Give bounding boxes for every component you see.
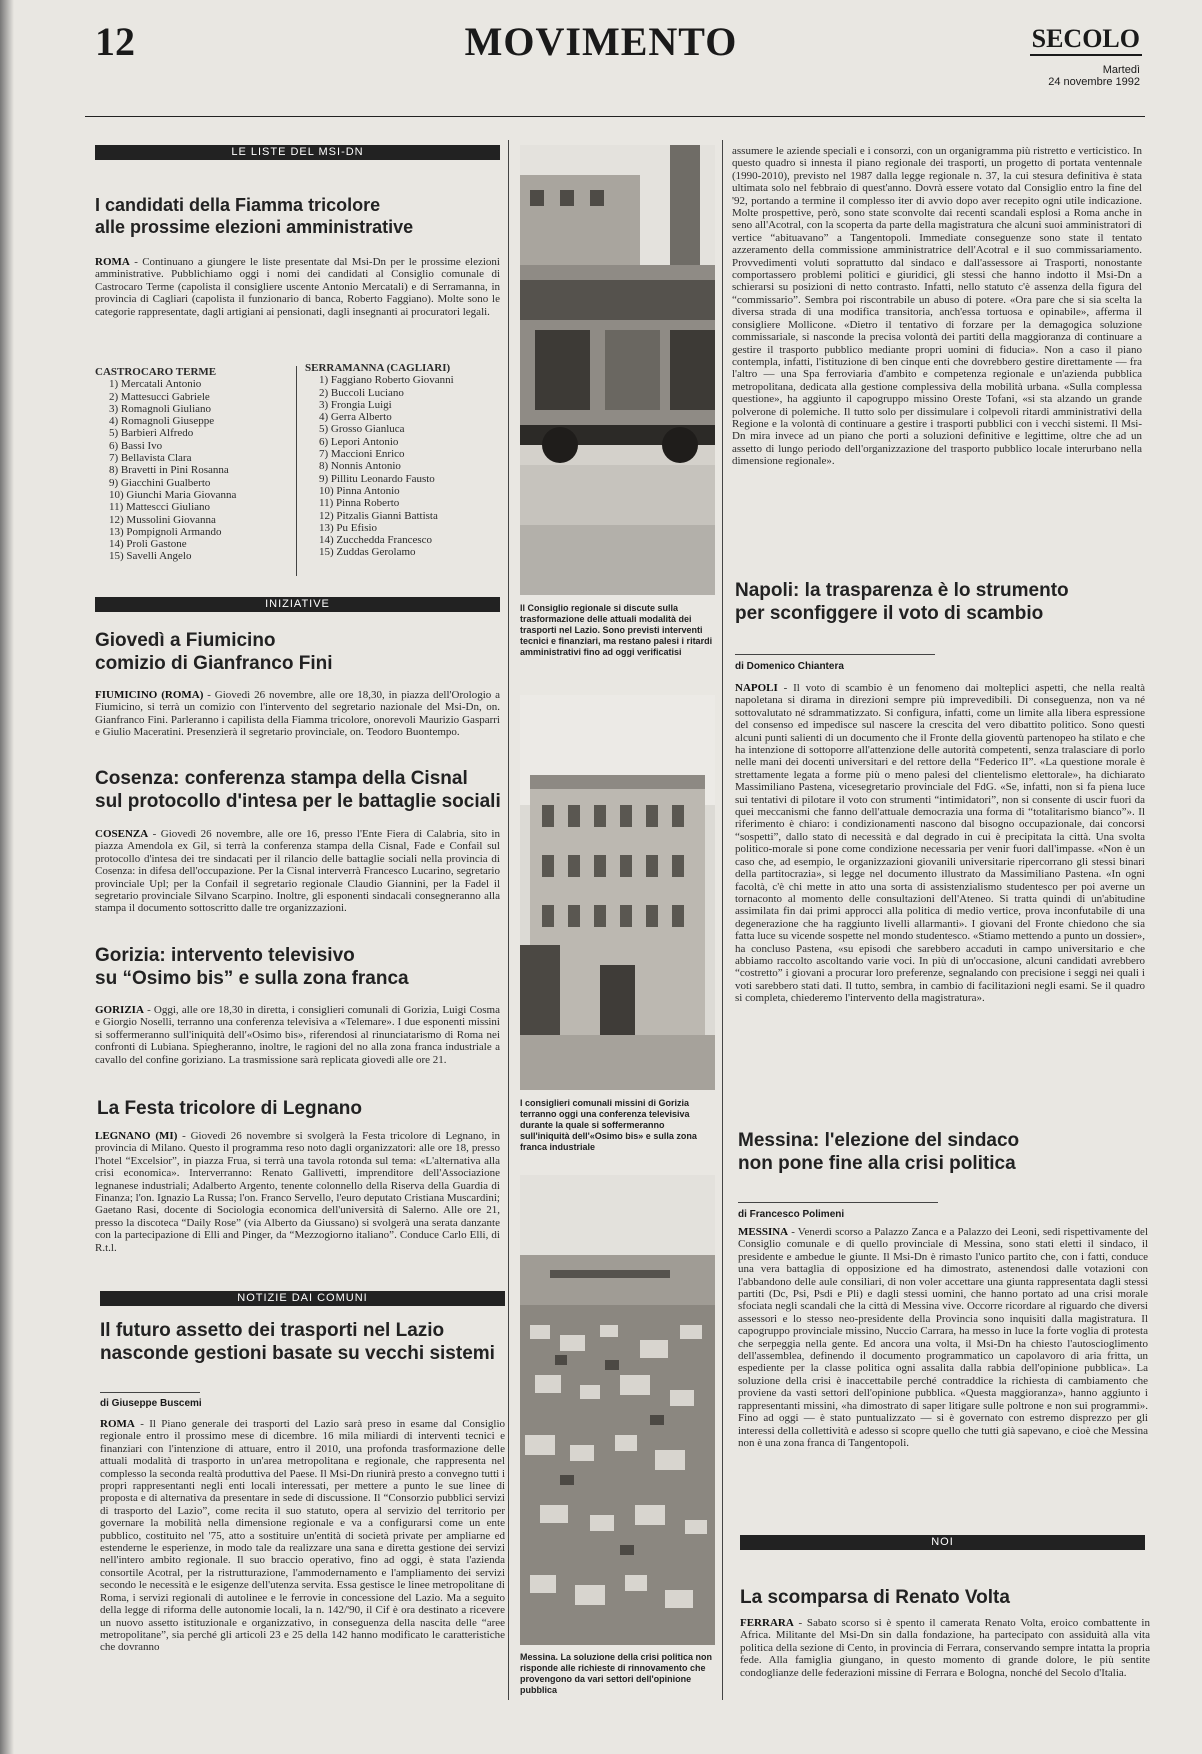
column-rule-2 xyxy=(722,140,723,1700)
article-volta-body xyxy=(740,1617,1150,1713)
section-bar-noi: NOI xyxy=(740,1535,1145,1550)
dateline: FERRARA xyxy=(740,1617,794,1629)
list-title: SERRAMANNA (CAGLIARI) xyxy=(305,362,451,374)
list-item: 3) Romagnoli Giuliano xyxy=(109,402,212,415)
photo-messina xyxy=(520,1175,715,1645)
article-messina-byline: di Francesco Polimeni xyxy=(738,1209,845,1220)
list-title: CASTROCARO TERME xyxy=(95,366,217,378)
list-item: 1) Faggiano Roberto Giovanni xyxy=(319,374,454,387)
headline-line-1: I candidati della Fiamma tricolore xyxy=(95,195,381,215)
body-text: - Il voto di scambio è un fenomeno dai molteplici aspetti, che nella realtà napoletana si dirama in direzioni sempre più imprevedibili. Di conseguenza, non va né sottovalutato né sdrammatizzato. Si configura, infatti, come un limite alla libera espressione del consenso ed impedisce sul nascere la crescita del vero dibattito politico. Sono questi alcuni punti salienti di un documento che il Fronte della gioventù partenopeo ha stilato e che ha intenzione di sottoporre all'attenzione delle autorità competenti, senza tralasciare di porlo nelle mani dei docenti universitari e del rettore della “Federico II”. «La questione morale è strettamente legata a forme più o meno palesi del clientelismo elettorale», ha dichiarato Massimiliano Pastena, vicesegretario provinciale del FdG. «Se, infatti, non si fa piena luce sui tentativi di pilotare il voto con strumenti “intimidatori”, non si consente di uscir fuori da quei meccanismi che fanno dell'attuale democrazia una forma di “totalitarismo bianco”». Il riferimento è chiaro: i condizionamenti nascono dal bisogno occupazionale, dai concorsi “sospetti”, dallo stato di necessità e dal degrado in cui è precipitata la città. Una svolta politico-morale si pone come condizione necessaria per venir fuori dall'impasse. «Non è un caso che, ad esempio, le organizzazioni giovanili universitarie ripercorrano gli stessi binari della partitocrazia», si legge nel documento illustrato da Massimiliano Pastena. «In ogni facoltà, c'è chi mette in atto una sorta di assistenzialismo studentesco per poi averne un tornaconto al momento delle consultazioni dell'Ateneo. Si tratta quindi di un'abitudine assimilata fin dai primi approcci alla politica di medio vertice, prova inconfutabile di una degenerazione che ha raggiunto livelli allarmanti». I giovani del Fronte chiedono che sia fatta luce su vicende sospette nel mondo studentesco. «Stiamo mettendo a punto un dossier», ha concluso Pastena, «su episodi che sarebbero accaduti in campo universitario e che abbiamo raccolto ascoltando varie voci. In più di un'occasione, alcuni candidati avrebbero “costretto” i giovani a procurar loro preferenze, segnalando con precisione i seggi nei quali i voti sarebbero stati dati. Il tutto, sembra, in cambio di facilitazioni negli esami. Se il quadro si completa, chiederemo l'intervento della magistratura». xyxy=(735,682,1145,1005)
byline-rule xyxy=(100,1392,200,1393)
body-text: - Sabato scorso si è spento il camerata Renato Volta, eroico combattente in Africa. Militante del Msi-Dn sin dalla fondazione, ha partecipato con assiduità alla vita politica della sezione di Cento, in provincia di Ferrara, conservando sempre intatta la propria fede. Alla famiglia giungano, in questo momento di grande dolore, le più sentite condoglianze delle federazioni missine di Ferrara e Bologna, nonché del Secolo d'Italia. xyxy=(740,1617,1150,1679)
list-item: 6) Lepori Antonio xyxy=(319,435,399,448)
article-messina-body xyxy=(738,1226,1148,1516)
section-bar-notizie-dai-comuni: NOTIZIE DAI COMUNI xyxy=(100,1291,505,1306)
headline-line-2: su “Osimo bis” e sulla zona franca xyxy=(95,967,409,989)
headline-line-1: Giovedì a Fiumicino xyxy=(95,630,276,651)
headline-line-2: sul protocollo d'intesa per le battaglie sociali xyxy=(95,790,501,812)
list-item: 3) Frongia Luigi xyxy=(319,398,392,411)
list-item: 8) Nonnis Antonio xyxy=(319,460,401,473)
article-candidati-body xyxy=(95,256,500,332)
photo-palazzo xyxy=(520,695,715,1090)
list-item: 2) Mattesucci Gabriele xyxy=(109,390,210,403)
list-item: 14) Zucchedda Francesco xyxy=(319,534,433,547)
body-text: - Venerdì scorso a Palazzo Zanca e a Palazzo dei Leoni, sedi rispettivamente del Consiglio comunale e di quello provinciale di Messina, sono stati eletti il sindaco, il presidente e ambedue le giunte. Il Msi-Dn è rimasto l'unico partito che, con i fatti, conduce una vera battaglia di opposizione ed ha dimostrato, astenendosi dalle votazioni con l'abbandono delle aule consiliari, di non voler accettare una giunta rappresentata dagli stessi partiti (Dc, Psi, Psdi e Pli) e dagli stessi uomini, che hanno portato ad una crisi morale sfociata negli scandali che la città di Messina vive. Occorre ricordare al riguardo che diversi assessori e lo stesso neo-presidente della Provincia sono inquisiti dalla magistratura. Il capogruppo provinciale missino, Nuccio Carrara, ha messo in luce la forte voglia di protesta che serpeggia nella gente. Ed ancora una volta, il Msi-Dn ha chiesto l'autoscioglimento dell'assemblea, definendo il documento programmatico un capolavoro di aria fritta, un espediente per la classe politica ogni assalita dalla rabbia dell'opinione pubblica». La soluzione della crisi è inaccettabile perché contraddice la richiesta di cambiamento che proviene da vasti settori dell'opinione pubblica. «Questa maggioranza», hanno aggiunto i rappresentanti missini, «ha dimostrato di saper litigare sulle poltrone e non sui programmi». Fino ad oggi — è stato puntualizzato — si è governato con estremo disprezzo per gli interessi della collettività e adesso si scopre quello che tutti già sapevano, e cioè che Messina non è una zona franca di Tangentopoli. xyxy=(738,1226,1148,1449)
candidate-list-serramanna xyxy=(305,362,505,559)
list-item: 7) Bellavista Clara xyxy=(109,452,192,465)
list-item: 15) Savelli Angelo xyxy=(109,550,192,563)
dateline: GORIZIA xyxy=(95,1004,144,1016)
issue-date xyxy=(1048,64,1140,88)
column-rule-1 xyxy=(508,140,509,1700)
article-napoli-body xyxy=(735,682,1145,1108)
article-cosenza-headline xyxy=(95,768,505,814)
list-item: 10) Pinna Antonio xyxy=(319,484,400,497)
list-item: 15) Zuddas Gerolamo xyxy=(319,546,416,559)
list-item: 13) Pu Efisio xyxy=(319,521,378,534)
photo-bus-image xyxy=(520,145,715,595)
headline-line-1: Napoli: la trasparenza è lo strumento xyxy=(735,580,1069,601)
article-cosenza-body xyxy=(95,828,500,932)
dateline: LEGNANO (MI) xyxy=(95,1130,178,1142)
headline-line-2: non pone fine alla crisi politica xyxy=(738,1152,1016,1174)
article-gorizia-body xyxy=(95,1004,500,1092)
list-item: 8) Bravetti in Pini Rosanna xyxy=(109,464,229,477)
list-item: 5) Barbieri Alfredo xyxy=(109,427,194,440)
list-item: 4) Gerra Alberto xyxy=(319,411,392,424)
article-trasporti-body xyxy=(100,1418,505,1702)
list-item: 13) Pompignoli Armando xyxy=(109,525,222,538)
list-item: 2) Buccoli Luciano xyxy=(319,386,404,399)
candidate-list-castrocaro xyxy=(95,366,285,563)
list-item: 14) Proli Gastone xyxy=(109,538,187,551)
photo-palazzo-image xyxy=(520,695,715,1090)
section-title: MOVIMENTO xyxy=(464,19,738,64)
headline-line-2: per sconfiggere il voto di scambio xyxy=(735,602,1044,624)
list-divider xyxy=(296,366,297,576)
body-text: - Giovedì 26 novembre, alle ore 18,30, in piazza dell'Orologio a Fiumicino, si terrà un comizio con l'intervento del segretario nazionale del Msi-Dn, on. Gianfranco Fini. Parleranno i capilista della Fiamma tricolore, onorevoli Maurizio Gasparri e Giulio Maceratini. Presenzierà il segretario provinciale, on. Teodoro Buontempo. xyxy=(95,689,500,739)
article-legnano-headline: La Festa tricolore di Legnano xyxy=(97,1098,362,1119)
section-bar-iniziative: INIZIATIVE xyxy=(95,597,500,612)
headline-line-1: Gorizia: intervento televisivo xyxy=(95,945,355,966)
page-number: 12 xyxy=(95,19,135,64)
article-candidati-headline xyxy=(95,195,505,238)
list-item: 9) Giacchini Gualberto xyxy=(109,476,211,489)
list-item: 10) Giunchi Maria Giovanna xyxy=(109,488,237,501)
headline-line-2: comizio di Gianfranco Fini xyxy=(95,652,333,674)
headline-line-1: Cosenza: conferenza stampa della Cisnal xyxy=(95,768,468,789)
article-trasporti-headline xyxy=(100,1320,510,1366)
list-item: 4) Romagnoli Giuseppe xyxy=(109,415,215,428)
list-item: 11) Pinna Roberto xyxy=(319,497,400,510)
article-napoli-headline xyxy=(735,580,1145,626)
list-item: 5) Grosso Gianluca xyxy=(319,423,405,436)
headline-line-2: nasconde gestioni basate su vecchi sistemi xyxy=(100,1342,495,1364)
newspaper-logo: SECOLO xyxy=(1030,24,1142,56)
dateline: COSENZA xyxy=(95,828,149,840)
body-text: - Il Piano generale dei trasporti del Lazio sarà preso in esame dal Consiglio regionale entro il prossimo mese di dicembre. 16 mila miliardi di interventi tecnici e finanziari con l'intenzione di attuare, entro il 2010, una profonda trasformazione delle attuali modalità di trasporto in un'area metropolitana e regionale, che rappresenta nel complesso la seconda realtà produttiva del Paese. Il Msi-Dn riunirà presto a convegno tutti i propri rappresentanti negli enti locali interessati, per mettere a punto le sue linee di proposta e di alternativa da presentare in sede di discussione. Il “Consorzio pubblici servizi di trasporto del Lazio”, come recita il suo statuto, opera al servizio del territorio per governare la mobilità nella dimensione regionale e va a configurarsi come un ente pubblico, costituito nel '75, atto a sostituire un'entità di società private per ampliarne ed estenderne le esperienze, in modo tale da realizzare una sana e diretta gestione dei servizi nell'intero ambito regionale. Il suo braccio operativo, fino ad oggi, è stata l'azienda consortile Acotral, per la ristrutturazione, l'ammodernamento e l'ampliamento dei servizi secondo le necessità e le esigenze dell'utenza servita. Essa gestisce le linee metropolitane di Roma, i servizi regionali di autolinee e le ferrovie in concessione del Lazio. Ma a seguito della legge di riforma delle autonomie locali, la n. 142/'90, il Cif è ora destinato a ricevere un nuovo assetto istituzionale e organizzativo, in conseguenza della nascita delle “aree metropolitane”, sia perché gli articoli 23 e 25 della 142 hanno modificato le caratteristiche che dovranno xyxy=(100,1418,505,1654)
headline-line-1: Il futuro assetto dei trasporti nel Lazio xyxy=(100,1320,445,1341)
article-fiumicino-body xyxy=(95,689,500,777)
page-top-rule xyxy=(85,116,1145,117)
body-text: - Oggi, alle ore 18,30 in diretta, i consiglieri comunali di Gorizia, Luigi Cosma e Giorgio Noselli, terranno una conferenza televisiva a «Telemare». I due esponenti missini si soffermeranno sull'iniquità dell'«Osimo bis», riferendosi al rinunciatarismo di Roma nei confronti di Lubiana. Spiegheranno, inoltre, le ragioni del no alla zona franca industriale a cavallo del confine goriziano. La trasmissione sarà replicata giovedì alle ore 21. xyxy=(95,1004,500,1066)
list-item: 12) Mussolini Giovanna xyxy=(109,513,216,526)
byline-rule xyxy=(735,654,935,655)
list-item: 12) Pitzalis Gianni Battista xyxy=(319,509,438,522)
list-item: 9) Pillitu Leonardo Fausto xyxy=(319,472,435,485)
article-napoli-byline: di Domenico Chiantera xyxy=(735,661,844,672)
dateline: ROMA xyxy=(95,256,130,268)
byline-rule xyxy=(738,1202,938,1203)
article-volta-headline: La scomparsa di Renato Volta xyxy=(740,1587,1010,1608)
article-legnano-body xyxy=(95,1130,500,1266)
photo-messina-caption: Messina. La soluzione della crisi politica non risponde alle richieste di rinnovamento che provengono da vari settori dell'opinione pubblica xyxy=(520,1652,713,1695)
issue-date-text: 24 novembre 1992 xyxy=(1048,76,1140,88)
body-text: - Giovedì 26 novembre, alle ore 16, presso l'Ente Fiera di Calabria, sito in piazza Amendola ex Gil, si terrà la conferenza stampa della Cisnal, Fade e Confail sul protocollo d'intesa dei tre sindacati per il rilancio delle battaglie sociali nella provincia di Cosenza: in difesa dell'occupazione. Per la Cisnal interverrà Francesco Lucarino, segretario provinciale Upl; per la Confail il segretario regionale Claudio Giannini, per la Fadel il segretario provinciale Silvano Scarpino. Inoltre, gli esponenti sindacali consegneranno alla stampa il documento sottoscritto dalle tre organizzazioni. xyxy=(95,828,500,915)
dateline: ROMA xyxy=(100,1418,135,1430)
headline-line-1: Messina: l'elezione del sindaco xyxy=(738,1130,1020,1151)
photo-messina-image xyxy=(520,1175,715,1645)
dateline: NAPOLI xyxy=(735,682,778,694)
list-item: 7) Maccioni Enrico xyxy=(319,448,405,461)
photo-palazzo-caption: I consiglieri comunali missini di Gorizia terranno oggi una conferenza televisiva durante la quale si soffermeranno sull'iniquità dell'«Osimo bis» e sulla zona franca industriale xyxy=(520,1098,697,1152)
list-item: 11) Mattescci Giuliano xyxy=(109,501,211,514)
photo-bus xyxy=(520,145,715,595)
page-edge-shadow xyxy=(0,0,14,1754)
section-bar-liste: LE LISTE DEL MSI-DN xyxy=(95,145,500,160)
list-item: 1) Mercatali Antonio xyxy=(109,378,202,391)
article-trasporti-continuation: assumere le aziende speciali e i consorzi, con un organigramma più ristretto e verticistico. In questo quadro si innesta il piano regionale dei trasporti, un progetto di portata ventennale (1990-2010), previsto nel 1987 dalla legge regionale n. 37, la cui stesura definitiva è stata ultimata solo nel febbraio di quest'anno. Dovrà essere votato dal Consiglio entro la fine del '92, portando a termine il complesso iter di avvio dopo aver recepito ogni utile indicazione. Molte prospettive, però, sono state sconvolte dai recenti scandali esplosi a Roma anche in seno all'Acotral, con la scoperta da parte della magistratura che alcuni suoi amministratori di vertice “abituavano” a Tangentopoli. Immediate conseguenze sono state il tentato azzeramento della commissione amministratrice dell'Acotral e il suo commissariamento. Provvedimenti voluti soprattutto dal sindaco e dall'assessore ai Trasporti, nonostante comportassero problemi politici e giuridici, gli stessi che hanno indotto il Msi-Dn a schierarsi su posizioni di netto contrasto. Infatti, nello statuto c'è assenza della figura del “commissario”. Sembra poi riscontrabile un abuso di potere. «Ora pare che si sia scelta la diversa strada di una modifica transitoria, anch'essa tortuosa e opinabile», afferma il consigliere Mollicone. «Dietro il tentativo di forzare per la demagogica soluzione commissariale, si nasconde la precisa volontà dei partiti della maggioranza di continuare a gestire il trasporto pubblico mediante propri uomini di fiducia». Non a caso il piano contempla, infatti, l'istituzione di ben cinque enti che dovrebbero gestire direttamente — fra l'altro — una Spa ferroviaria d'ambito e competenza regionale e un'azienda pubblica metropolitana, dedicata alla gestione complessiva della mobilità urbana. «Sulla complessa questione», ha aggiunto il capogruppo missino Oreste Tofani, «si sta alzando un grande polverone di polemiche. Il tutto solo per dissimulare i colpevoli ritardi amministrativi della Regione e la volontà di continuare a gestire i trasporti pubblici con i vecchi sistemi. Il Msi-Dn mira invece ad un piano che porti a soluzioni definitive e legittime, oltre che ad un assetto di lungo periodo dell'organizzazione del trasporto pubblico locale interurbano nella dimensione regionale». xyxy=(732,145,1142,468)
article-fiumicino-headline xyxy=(95,630,505,676)
article-trasporti-byline: di Giuseppe Buscemi xyxy=(100,1398,202,1409)
article-gorizia-headline xyxy=(95,945,505,991)
dateline: FIUMICINO (ROMA) xyxy=(95,689,204,701)
article-messina-headline xyxy=(738,1130,1148,1176)
photo-bus-caption: Il Consiglio regionale si discute sulla trasformazione delle attuali modalità dei trasporti nel Lazio. Sono previsti interventi tecnici e finanziari, ma restano palesi i ritardi amministrativi fino ad oggi verificatisi xyxy=(520,603,713,657)
issue-weekday: Martedì xyxy=(1102,64,1140,76)
list-item: 6) Bassi Ivo xyxy=(109,439,163,452)
body-text: - Giovedì 26 novembre si svolgerà la Festa tricolore di Legnano, in provincia di Milano. Questo il programma reso noto dagli organizzatori: alle ore 18, presso l'hotel “Excelsior”, in piazza Frua, si terrà una tavola rotonda sul tema: «L'alternativa alla crisi economica». Interverranno: Renato Gallivetti, imprenditore dell'Associazione legnanese industriali; Adalberto Argento, tenente colonnello della Riserva della Guardia di Finanza; l'on. Ignazio La Russa; l'on. Franco Servello, l'euro deputato Cristiana Muscardini; Gaetano Rasi, docente di Sociologia economica dell'università di Salerno. Alle ore 21, presso la discoteca “Daily Rose” (via Alberto da Giussano) si svolgerà una serata danzante con la partecipazione di Elli and Pinger, da “Mezzogiorno italiano”. Conduce Carlo Elli, di R.t.l. xyxy=(95,1130,500,1254)
body-text: - Continuano a giungere le liste presentate dal Msi-Dn per le prossime elezioni amministrative. Pubblichiamo oggi i nomi dei candidati al Consiglio comunale di Castrocaro Terme (capolista il consigliere uscente Antonio Mercatali) e di Serramanna, in provincia di Cagliari (capolista il funzionario di banca, Roberto Faggiano). Molte sono le categorie rappresentate, dagli artigiani ai pensionati, dagli insegnanti ai procuratori legali. xyxy=(95,256,500,318)
dateline: MESSINA xyxy=(738,1226,789,1238)
headline-line-2: alle prossime elezioni amministrative xyxy=(95,216,414,237)
